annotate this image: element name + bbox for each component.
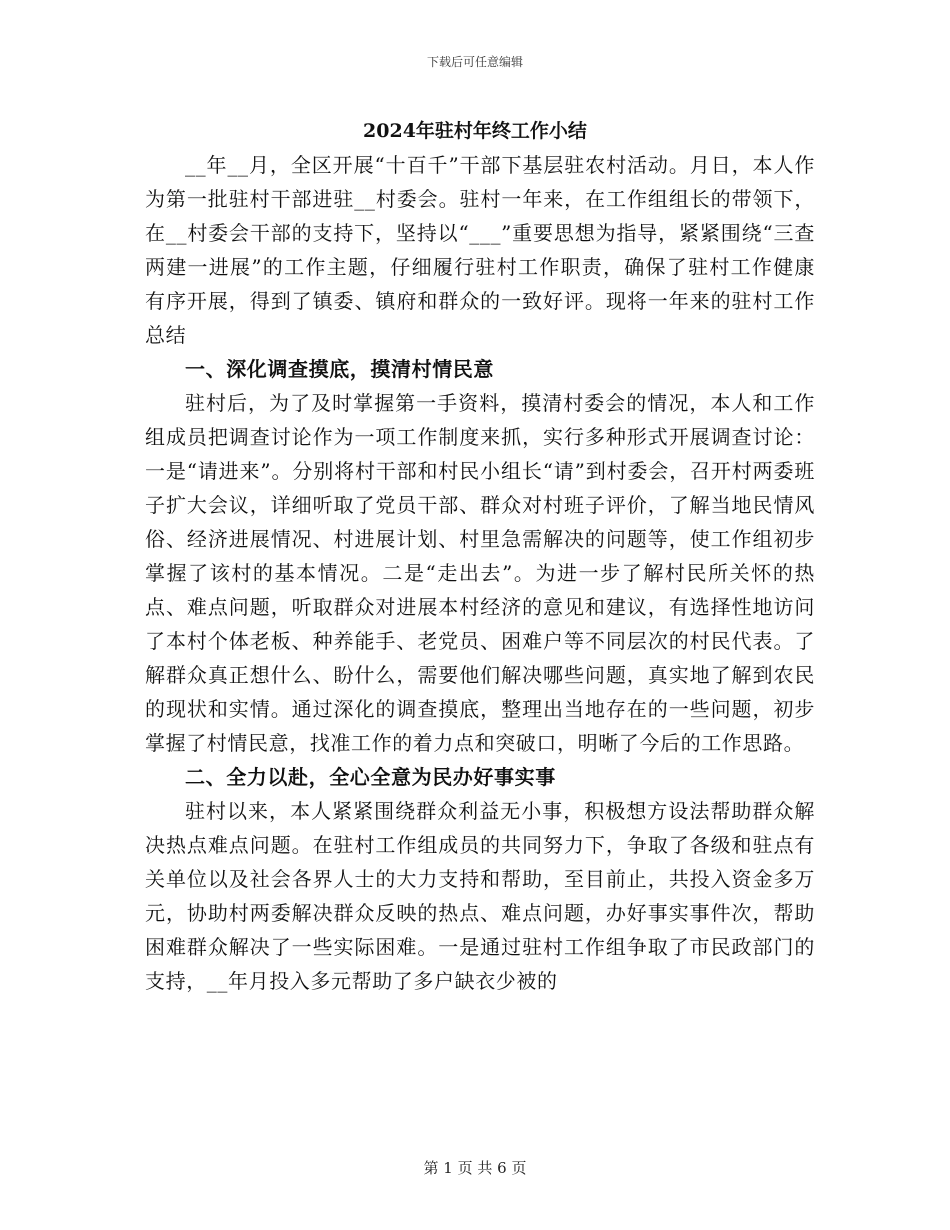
page-indicator: 第 1 页 共 6 页 — [423, 1159, 527, 1177]
intro-paragraph: __年__月，全区开展“十百千”干部下基层驻农村活动。月日，本人作为第一批驻村干部进驻__村委会。驻村一年来，在工作组组长的带领下，在__村委会干部的支持下，坚持以“___”重要思想为指导，紧紧围绕“三查两建一进展”的工作主题，仔细履行驻村工作职责，确保了驻村工作健康有序开展，得到了镇委、镇府和群众的一致好评。现将一年来的驻村工作总结 — [145, 153, 815, 347]
section-2-paragraph: 驻村以来，本人紧紧围绕群众利益无小事，积极想方设法帮助群众解决热点难点问题。在驻村工作组成员的共同努力下，争取了各级和驻点有关单位以及社会各界人士的大力支持和帮助，至目前止，共投入资金多万元，协助村两委解决群众反映的热点、难点问题，办好事实事件次，帮助困难群众解决了一些实际困难。一是通过驻村工作组争取了市民政部门的支持，__年月投入多元帮助了多户缺衣少被的 — [145, 799, 815, 993]
section-heading-1: 一、深化调查摸底，摸清村情民意 — [185, 357, 494, 381]
section-heading-2: 二、全力以赴，全心全意为民办好事实事 — [185, 765, 556, 789]
document-body — [145, 148, 815, 998]
header-note: 下载后可任意编辑 — [426, 55, 523, 69]
page-title: 2024年驻村年终工作小结 — [363, 120, 587, 142]
section-1-paragraph: 驻村后，为了及时掌握第一手资料，摸清村委会的情况，本人和工作组成员把调查讨论作为一项工作制度来抓，实行多种形式开展调查讨论：一是“请进来”。分别将村干部和村民小组长“请”到村委会，召开村两委班子扩大会议，详细听取了党员干部、群众对村班子评价，了解当地民情风俗、经济进展情况、村进展计划、村里急需解决的问题等，使工作组初步掌握了该村的基本情况。二是“走出去”。为进一步了解村民所关怀的热点、难点问题，听取群众对进展本村经济的意见和建议，有选择性地访问了本村个体老板、种养能手、老党员、困难户等不同层次的村民代表。了解群众真正想什么、盼什么，需要他们解决哪些问题，真实地了解到农民的现状和实情。通过深化的调查摸底，整理出当地存在的一些问题，初步掌握了村情民意，找准工作的着力点和突破口，明晰了今后的工作思路。 — [145, 391, 815, 755]
